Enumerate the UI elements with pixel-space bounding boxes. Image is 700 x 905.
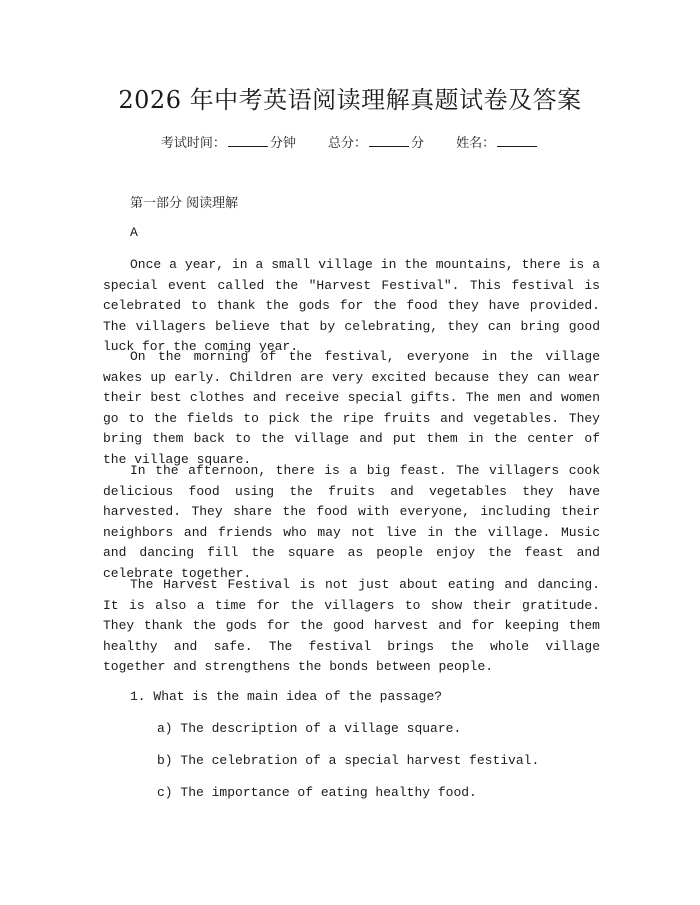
- score-unit: 分: [411, 136, 425, 151]
- name-field: [456, 136, 539, 151]
- question-1: 1. What is the main idea of the passage?: [130, 689, 443, 704]
- option-c[interactable]: c) The importance of eating healthy food.: [157, 785, 477, 800]
- passage-paragraph-2: On the morning of the festival, everyone in the village wakes up early. Children are very excited because they can wear their best clothes and receive special gifts. The men and women go to the fields to pick the ripe fruits and vegetables. They bring them back to the village and put them in the center of the village square.: [103, 349, 600, 467]
- score-field: [328, 136, 428, 151]
- exam-meta-line: [0, 132, 700, 151]
- time-field: [161, 136, 300, 151]
- time-blank[interactable]: [228, 134, 268, 147]
- name-label: 姓名：: [456, 136, 496, 151]
- passage-paragraph-1: Once a year, in a small village in the mountains, there is a special event called the "Harvest Festival". This festival is celebrated to thank the gods for the food they have provided. The villagers believe that by celebrating, they can bring good luck for the coming year.: [103, 257, 600, 354]
- score-blank[interactable]: [369, 134, 409, 147]
- option-a[interactable]: a) The description of a village square.: [157, 721, 462, 736]
- passage-paragraph-4: The Harvest Festival is not just about eating and dancing. It is also a time for the villagers to show their gratitude. They thank the gods for the good harvest and for keeping them healthy and safe. The festival brings the whole village together and strengthens the bonds between people.: [103, 577, 600, 674]
- name-blank[interactable]: [497, 134, 537, 147]
- passage-label: A: [130, 225, 138, 240]
- section-title: 第一部分 阅读理解: [130, 196, 239, 211]
- passage-paragraph-3: In the afternoon, there is a big feast. The villagers cook delicious food using the fruits and vegetables they have harvested. They share the food with everyone, including their neighbors and friends who may not live in the village. Music and dancing fill the square as people enjoy the feast and celebrate together.: [103, 463, 600, 581]
- page-title: 2026 年中考英语阅读理解真题试卷及答案: [118, 86, 582, 114]
- time-unit: 分钟: [269, 136, 296, 151]
- score-label: 总分：: [327, 136, 367, 151]
- time-label: 考试时间：: [160, 136, 226, 151]
- option-b[interactable]: b) The celebration of a special harvest festival.: [157, 753, 540, 768]
